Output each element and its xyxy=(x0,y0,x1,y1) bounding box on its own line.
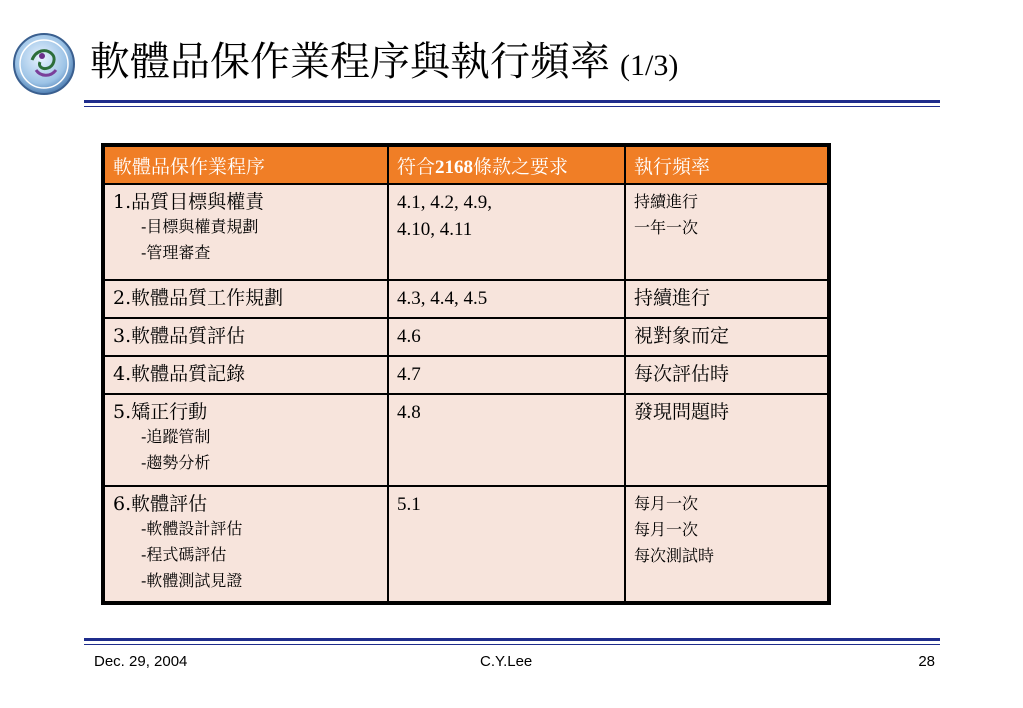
procedure-table-grid xyxy=(103,145,829,603)
table-row xyxy=(104,318,828,356)
frequency-line: 每月一次 xyxy=(634,494,699,513)
frequency-line: 每次評估時 xyxy=(634,363,730,385)
procedure-cell xyxy=(104,318,388,356)
frequency-cell xyxy=(625,356,828,394)
procedure-table xyxy=(101,143,831,605)
clause-line: 4.3, 4.4, 4.5 xyxy=(397,288,488,309)
clause-cell xyxy=(388,486,625,602)
clause-line: 4.8 xyxy=(397,402,421,423)
procedure-cell xyxy=(104,394,388,486)
table-row xyxy=(104,356,828,394)
header-procedure: 軟體品保作業程序 xyxy=(104,146,388,184)
header-clause-number: 2168 xyxy=(435,156,474,178)
procedure-cell xyxy=(104,486,388,602)
table-row xyxy=(104,394,828,486)
procedure-cell xyxy=(104,356,388,394)
table-row xyxy=(104,184,828,280)
frequency-cell xyxy=(625,184,828,280)
procedure-sub-item: -管理審查 xyxy=(141,243,211,262)
header-clause-suffix: 條款之要求 xyxy=(473,155,569,178)
footer-author: C.Y.Lee xyxy=(480,653,533,670)
frequency-line: 視對象而定 xyxy=(634,325,730,347)
procedure-label: 2.軟體品質工作規劃 xyxy=(113,287,284,309)
clause-line: 4.1, 4.2, 4.9, xyxy=(397,192,492,213)
title-rule-thin xyxy=(84,106,940,107)
table-header-row xyxy=(104,146,828,184)
frequency-line: 一年一次 xyxy=(634,218,699,237)
frequency-cell xyxy=(625,394,828,486)
clause-cell xyxy=(388,318,625,356)
procedure-cell xyxy=(104,280,388,318)
procedure-label: 3.軟體品質評估 xyxy=(113,325,246,347)
procedure-cell xyxy=(104,184,388,280)
university-seal-icon xyxy=(12,32,76,96)
clause-cell xyxy=(388,280,625,318)
frequency-cell xyxy=(625,486,828,602)
clause-line: 5.1 xyxy=(397,494,421,515)
table-row xyxy=(104,486,828,602)
table-row xyxy=(104,280,828,318)
frequency-cell xyxy=(625,318,828,356)
procedure-sub-item: -趨勢分析 xyxy=(141,453,211,472)
frequency-line: 每月一次 xyxy=(634,520,699,539)
procedure-label: 1.品質目標與權責 xyxy=(113,191,265,213)
clause-line: 4.6 xyxy=(397,326,421,347)
procedure-sub-item: -軟體測試見證 xyxy=(141,571,243,590)
clause-cell xyxy=(388,184,625,280)
clause-cell xyxy=(388,356,625,394)
footer-date: Dec. 29, 2004 xyxy=(94,653,188,670)
slide-title xyxy=(90,30,678,98)
procedure-label: 6.軟體評估 xyxy=(113,493,208,515)
title-rule-thick xyxy=(84,100,940,103)
header-frequency: 執行頻率 xyxy=(625,146,828,184)
procedure-sub-item: -目標與權責規劃 xyxy=(141,217,259,236)
procedure-sub-item: -程式碼評估 xyxy=(141,545,227,564)
procedure-label: 5.矯正行動 xyxy=(113,401,208,423)
footer-rule-thin xyxy=(84,644,940,645)
slide-title-text: 軟體品保作業程序與執行頻率 xyxy=(90,39,610,85)
frequency-line: 每次測試時 xyxy=(634,546,715,565)
clause-line: 4.10, 4.11 xyxy=(397,219,473,240)
footer-page-number: 28 xyxy=(918,653,935,670)
procedure-label: 4.軟體品質記錄 xyxy=(113,363,246,385)
slide-title-suffix: (1/3) xyxy=(620,49,679,82)
header-clause-prefix: 符合 xyxy=(397,155,436,178)
procedure-sub-item: -軟體設計評估 xyxy=(141,519,243,538)
frequency-line: 持續進行 xyxy=(634,287,711,309)
clause-cell xyxy=(388,394,625,486)
frequency-line: 持續進行 xyxy=(634,192,699,211)
frequency-line: 發現問題時 xyxy=(634,401,730,423)
clause-line: 4.7 xyxy=(397,364,421,385)
header-clause xyxy=(388,146,625,184)
footer-rule-thick xyxy=(84,638,940,641)
frequency-cell xyxy=(625,280,828,318)
procedure-sub-item: -追蹤管制 xyxy=(141,427,211,446)
